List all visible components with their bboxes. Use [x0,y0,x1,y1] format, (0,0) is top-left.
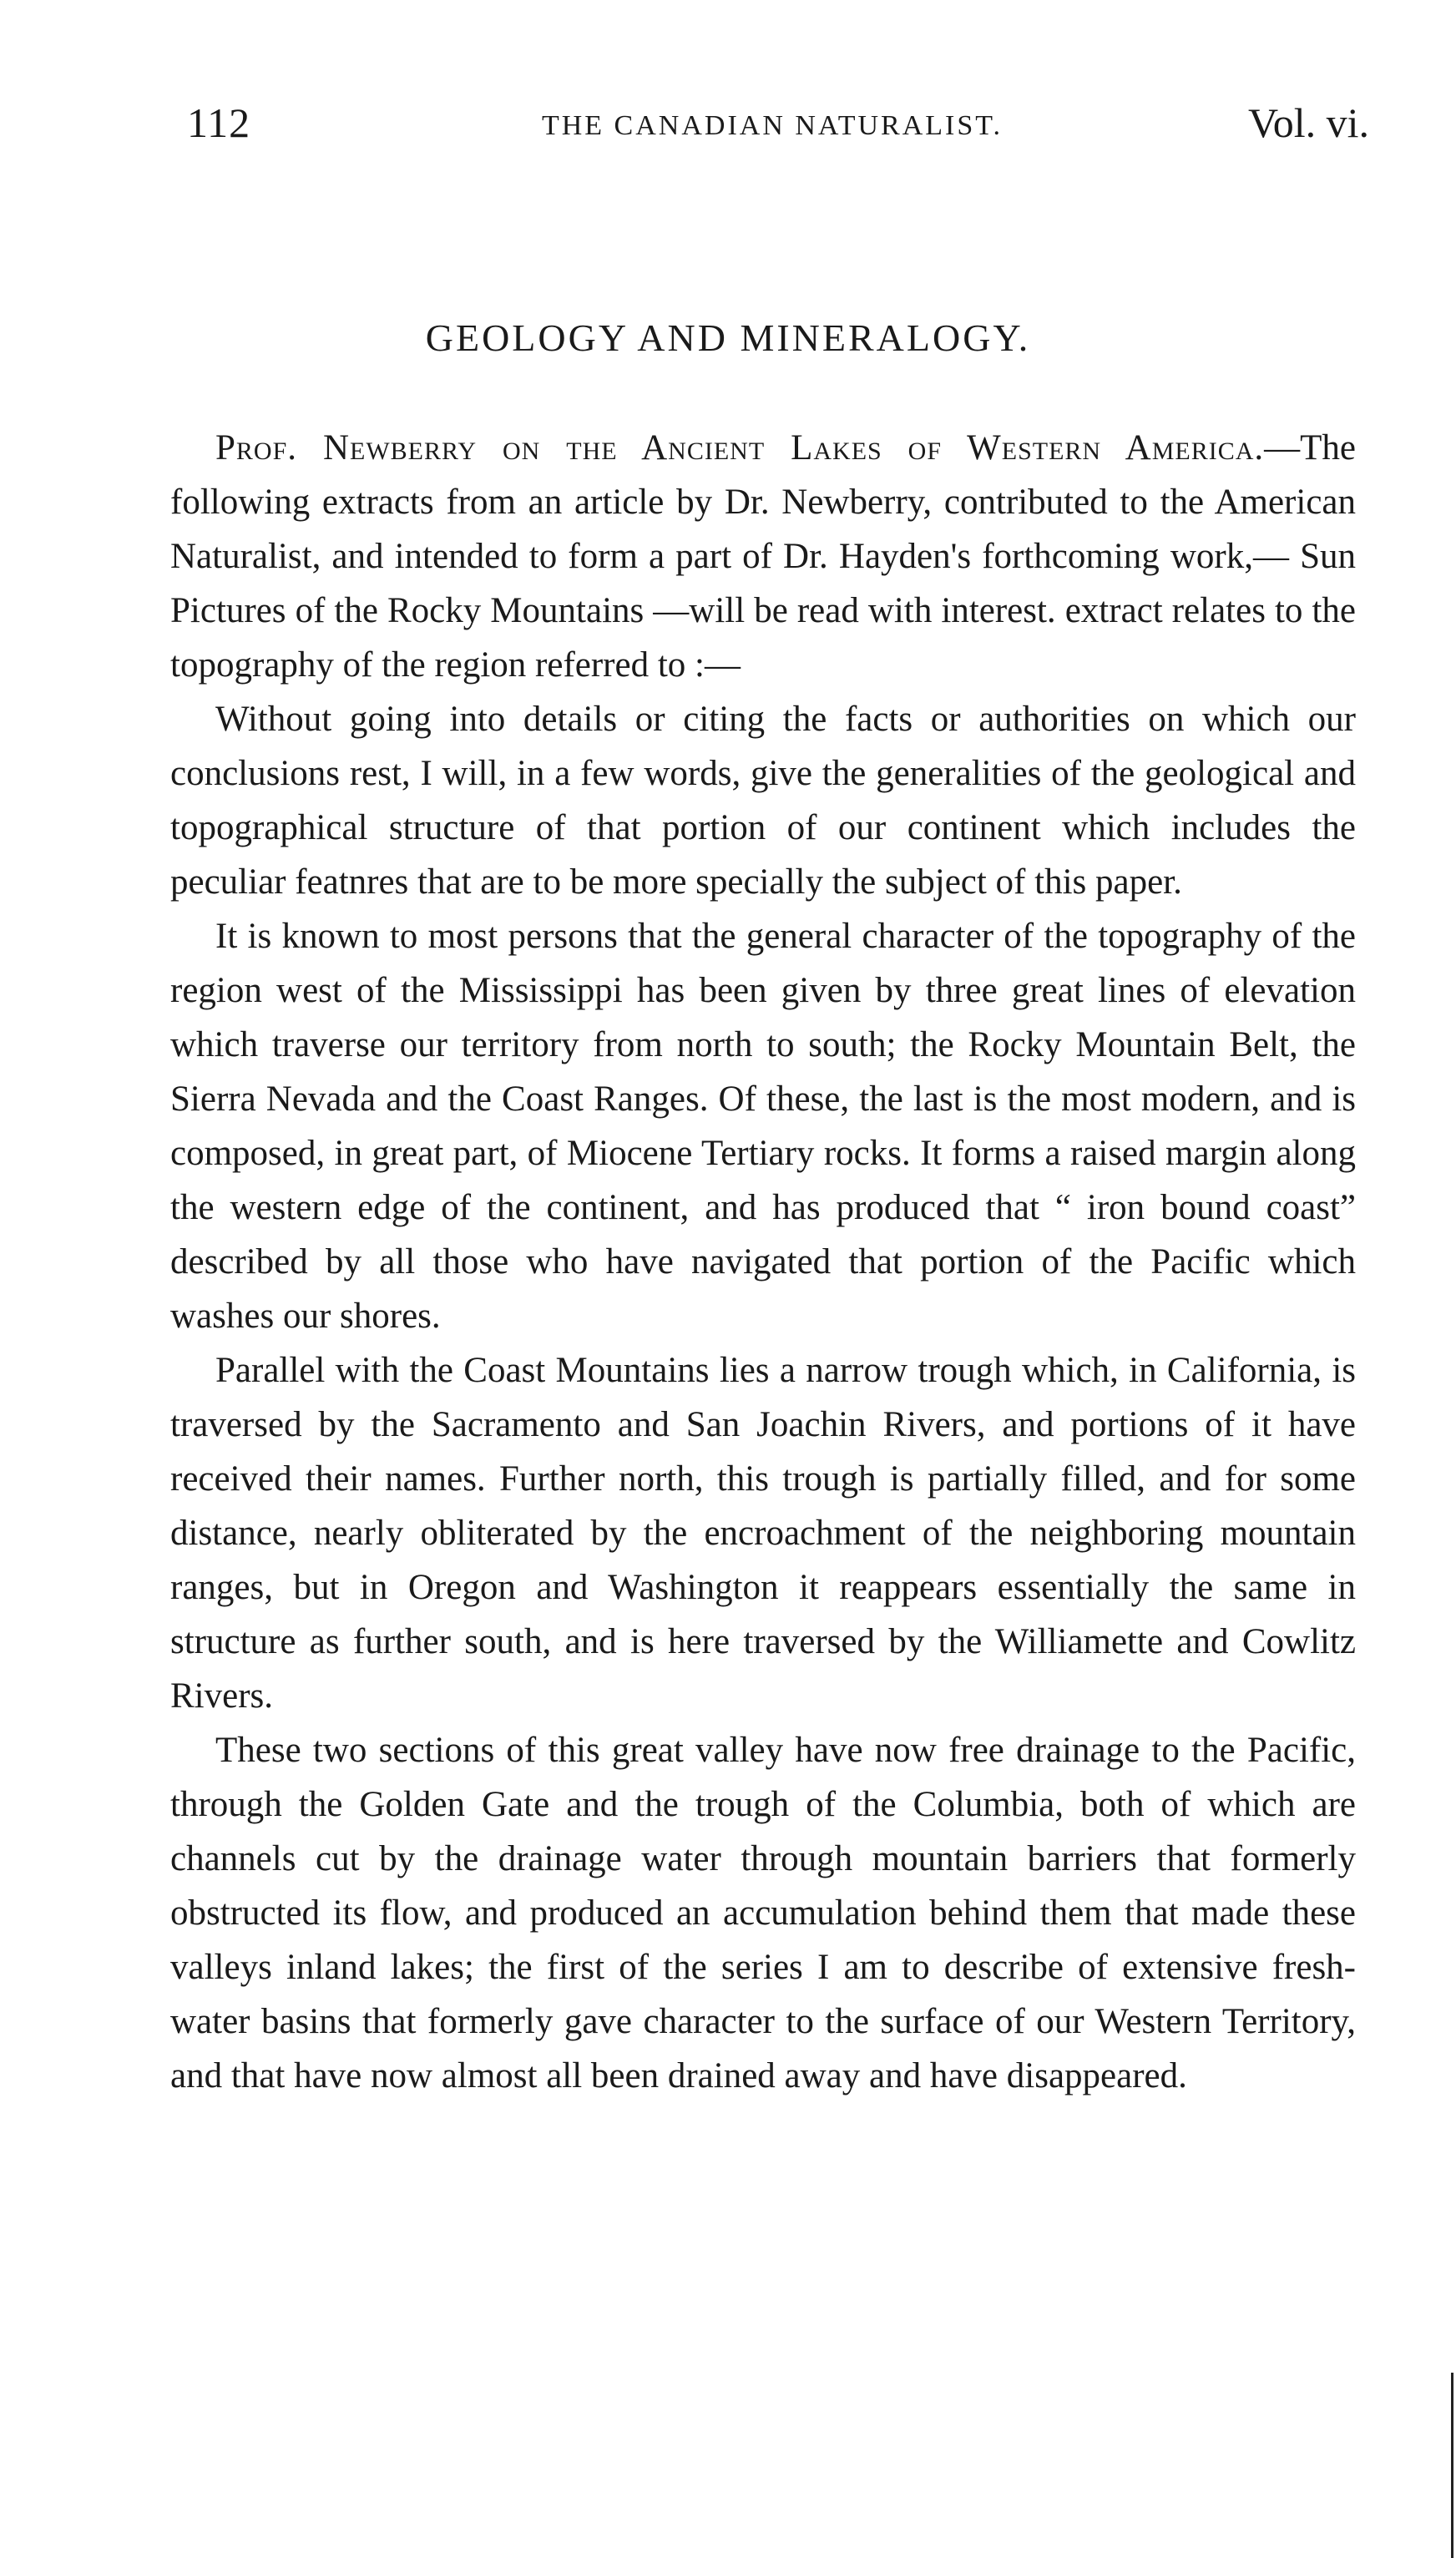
volume-label: Vol. vi. [1248,99,1369,146]
paragraph-2: It is known to most persons that the general character of the topography of the region west of the Mississippi has been given by three great lines of elevation which traverse our territory from north to south; the Rocky Mountain Belt, the Sierra Nevada and the Coast Ranges. Of these, the last is the most modern, and is composed, in great part, of Miocene Tertiary rocks. It forms a raised margin along the western edge of the continent, and has produced that “ iron bound coast” described by all those who have navigated that portion of the Pacific which washes our shores. [170,917,1356,1336]
page-edge-rule [1451,2373,1453,2558]
paragraph-4: These two sections of this great valley have now free drainage to the Pacific, through the Golden Gate and the trough of the Columbia, both of which are channels cut by the drainage water through mountain barriers that formerly obstructed its flow, and produced an accumulation behind them that made these valleys inland lakes; the first of the series I am to describe of extensive fresh-water basins that formerly gave character to the surface of our Western Territory, and that have now almost all been drained away and have disappeared. [170,1731,1356,2095]
article-heading: Prof. Newberry on the Ancient Lakes of Western America. [215,428,1265,468]
article-intro-text: —The following extracts from an article by Dr. Newberry, contributed to the American Naturalist, and intended to form a part of Dr. Hayden's forthcoming work,— Sun Pictures of the Rocky Mountains —will be read with interest. extract relates to the topography of the region referred to :— [170,428,1356,685]
journal-title: THE CANADIAN NATURALIST. [541,110,1004,141]
running-head [175,99,1369,165]
article-intro-paragraph [170,421,1356,692]
article-body [170,421,1356,2103]
page-number: 112 [187,99,251,146]
paragraph-1: Without going into details or citing the facts or authorities on which our conclusions rest, I will, in a few words, give the generalities of the geological and topographical structure of that portion of our continent which includes the peculiar featnres that are to be more specially the subject of this paper. [170,700,1356,902]
section-title: GEOLOGY AND MINERALOGY. [425,316,1031,359]
paragraph-3: Parallel with the Coast Mountains lies a narrow trough which, in California, is traversed by the Sacramento and San Joachin Rivers, and portions of it have received their names. Further north, this trough is partially filled, and for some distance, nearly obliterated by the encroachment of the neighboring mountain ranges, but in Oregon and Washington it reappears essentially the same in structure as further south, and is here traversed by the Williamette and Cowlitz Rivers. [170,1351,1356,1716]
